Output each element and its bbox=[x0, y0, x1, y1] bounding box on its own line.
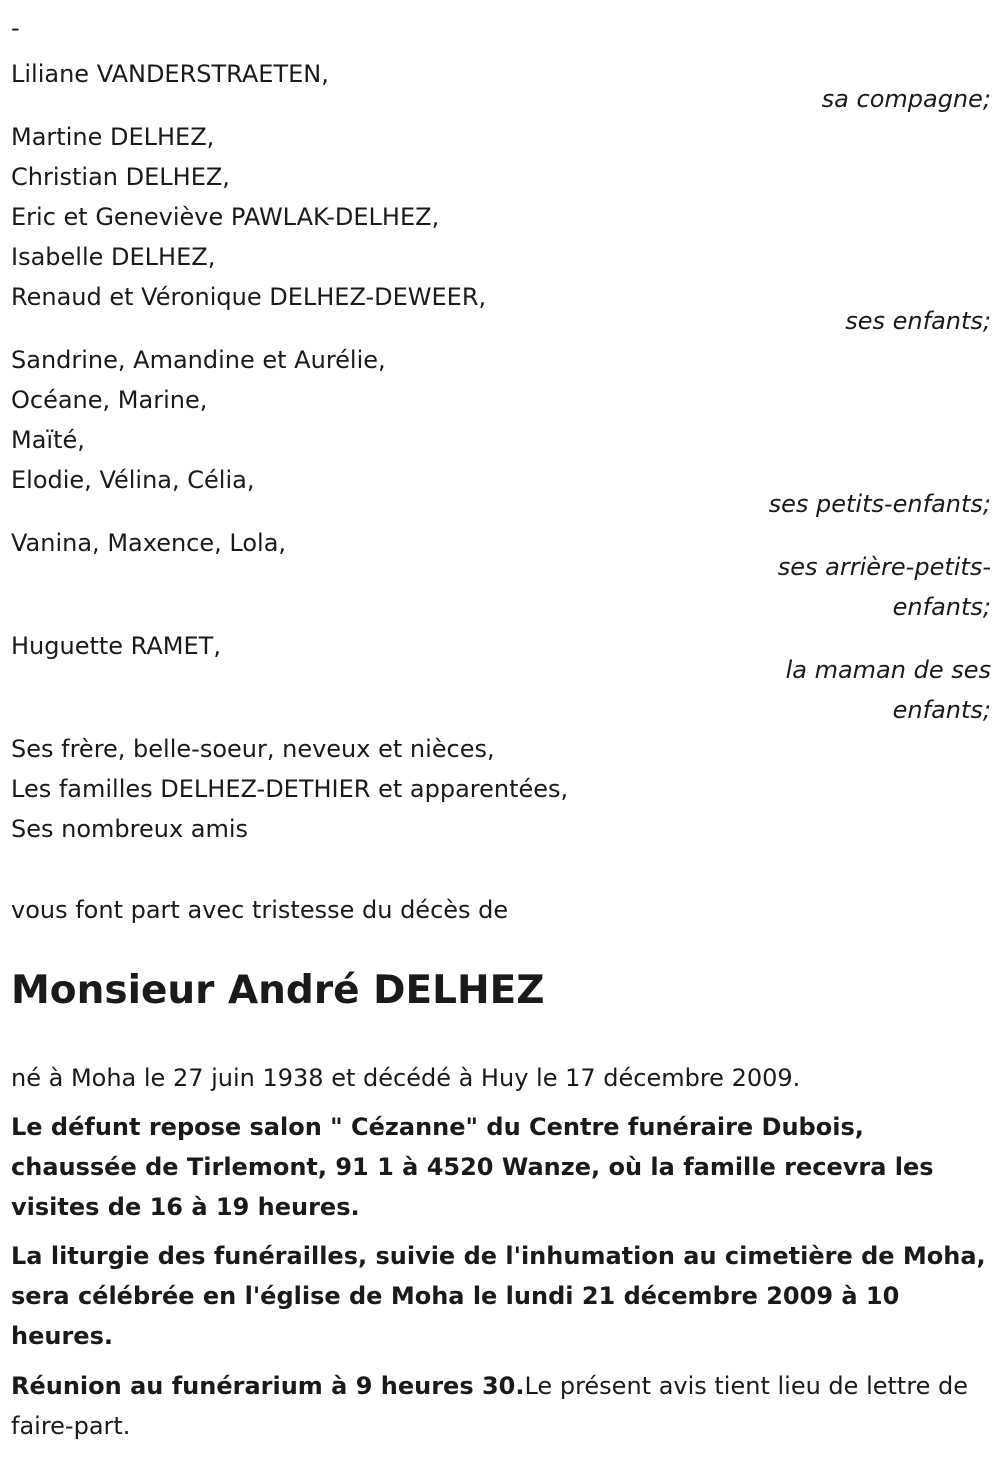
deceased-name: Monsieur André DELHEZ bbox=[11, 968, 545, 1013]
family-name-line: Christian DELHEZ, bbox=[11, 163, 230, 191]
relation-label-grandchildren bbox=[769, 484, 991, 524]
family-name-line: Renaud et Véronique DELHEZ-DEWEER, bbox=[11, 283, 487, 311]
notice-note: Le présent avis tient lieu de lettre de faire-part. bbox=[11, 1372, 969, 1440]
leading-dash: - bbox=[11, 14, 20, 42]
other-relatives-line: Les familles DELHEZ-DETHIER et apparentées, bbox=[11, 775, 569, 803]
relation-label-great-grandchildren bbox=[778, 547, 991, 627]
family-group-grandchildren bbox=[11, 340, 991, 500]
relation-label-line: la maman de ses bbox=[785, 656, 991, 684]
family-group-children bbox=[11, 117, 991, 317]
visitation-info: Le défunt repose salon " Cézanne" du Centre funéraire Dubois, chaussée de Tirlemont, 91 1 à 4520 Wanze, où la famille recevra les visites de 16 à 19 heures. bbox=[11, 1113, 934, 1221]
relation-label-line: sa compagne; bbox=[821, 85, 991, 113]
relation-label-line: enfants; bbox=[892, 593, 991, 621]
family-name-line: Sandrine, Amandine et Aurélie, bbox=[11, 346, 386, 374]
relation-label-mother-of-children bbox=[786, 650, 991, 730]
family-name-line: Huguette RAMET, bbox=[11, 632, 221, 660]
other-relatives-line: Ses frère, belle-soeur, neveux et nièces, bbox=[11, 735, 495, 763]
relation-label-children bbox=[845, 301, 991, 341]
meeting-info bbox=[11, 1366, 991, 1446]
relation-label-line: ses enfants; bbox=[845, 307, 991, 335]
announcement-text: vous font part avec tristesse du décès de bbox=[11, 896, 509, 924]
family-name-line: Elodie, Vélina, Célia, bbox=[11, 466, 255, 494]
meeting-time: Réunion au funérarium à 9 heures 30. bbox=[11, 1372, 525, 1400]
birth-death-dates: né à Moha le 27 juin 1938 et décédé à Huy le 17 décembre 2009. bbox=[11, 1064, 801, 1092]
funeral-info: La liturgie des funérailles, suivie de l'inhumation au cimetière de Moha, sera célébrée en l'église de Moha le lundi 21 décembre 2009 à 10 heures. bbox=[11, 1242, 986, 1350]
relation-label-line: ses arrière-petits- bbox=[777, 553, 991, 581]
family-name-line: Isabelle DELHEZ, bbox=[11, 243, 216, 271]
relation-label-line: ses petits-enfants; bbox=[768, 490, 991, 518]
relation-label-companion bbox=[822, 79, 991, 119]
family-name-line: Océane, Marine, bbox=[11, 386, 208, 414]
family-name-line: Vanina, Maxence, Lola, bbox=[11, 529, 287, 557]
other-relatives-line: Ses nombreux amis bbox=[11, 815, 249, 843]
family-name-line: Martine DELHEZ, bbox=[11, 123, 215, 151]
announcement bbox=[11, 890, 991, 930]
other-relatives bbox=[11, 729, 991, 849]
relation-label-line: enfants; bbox=[892, 696, 991, 724]
family-name-line: Eric et Geneviève PAWLAK-DELHEZ, bbox=[11, 203, 440, 231]
family-name-line: Liliane VANDERSTRAETEN, bbox=[11, 60, 329, 88]
family-name-line: Maïté, bbox=[11, 426, 85, 454]
